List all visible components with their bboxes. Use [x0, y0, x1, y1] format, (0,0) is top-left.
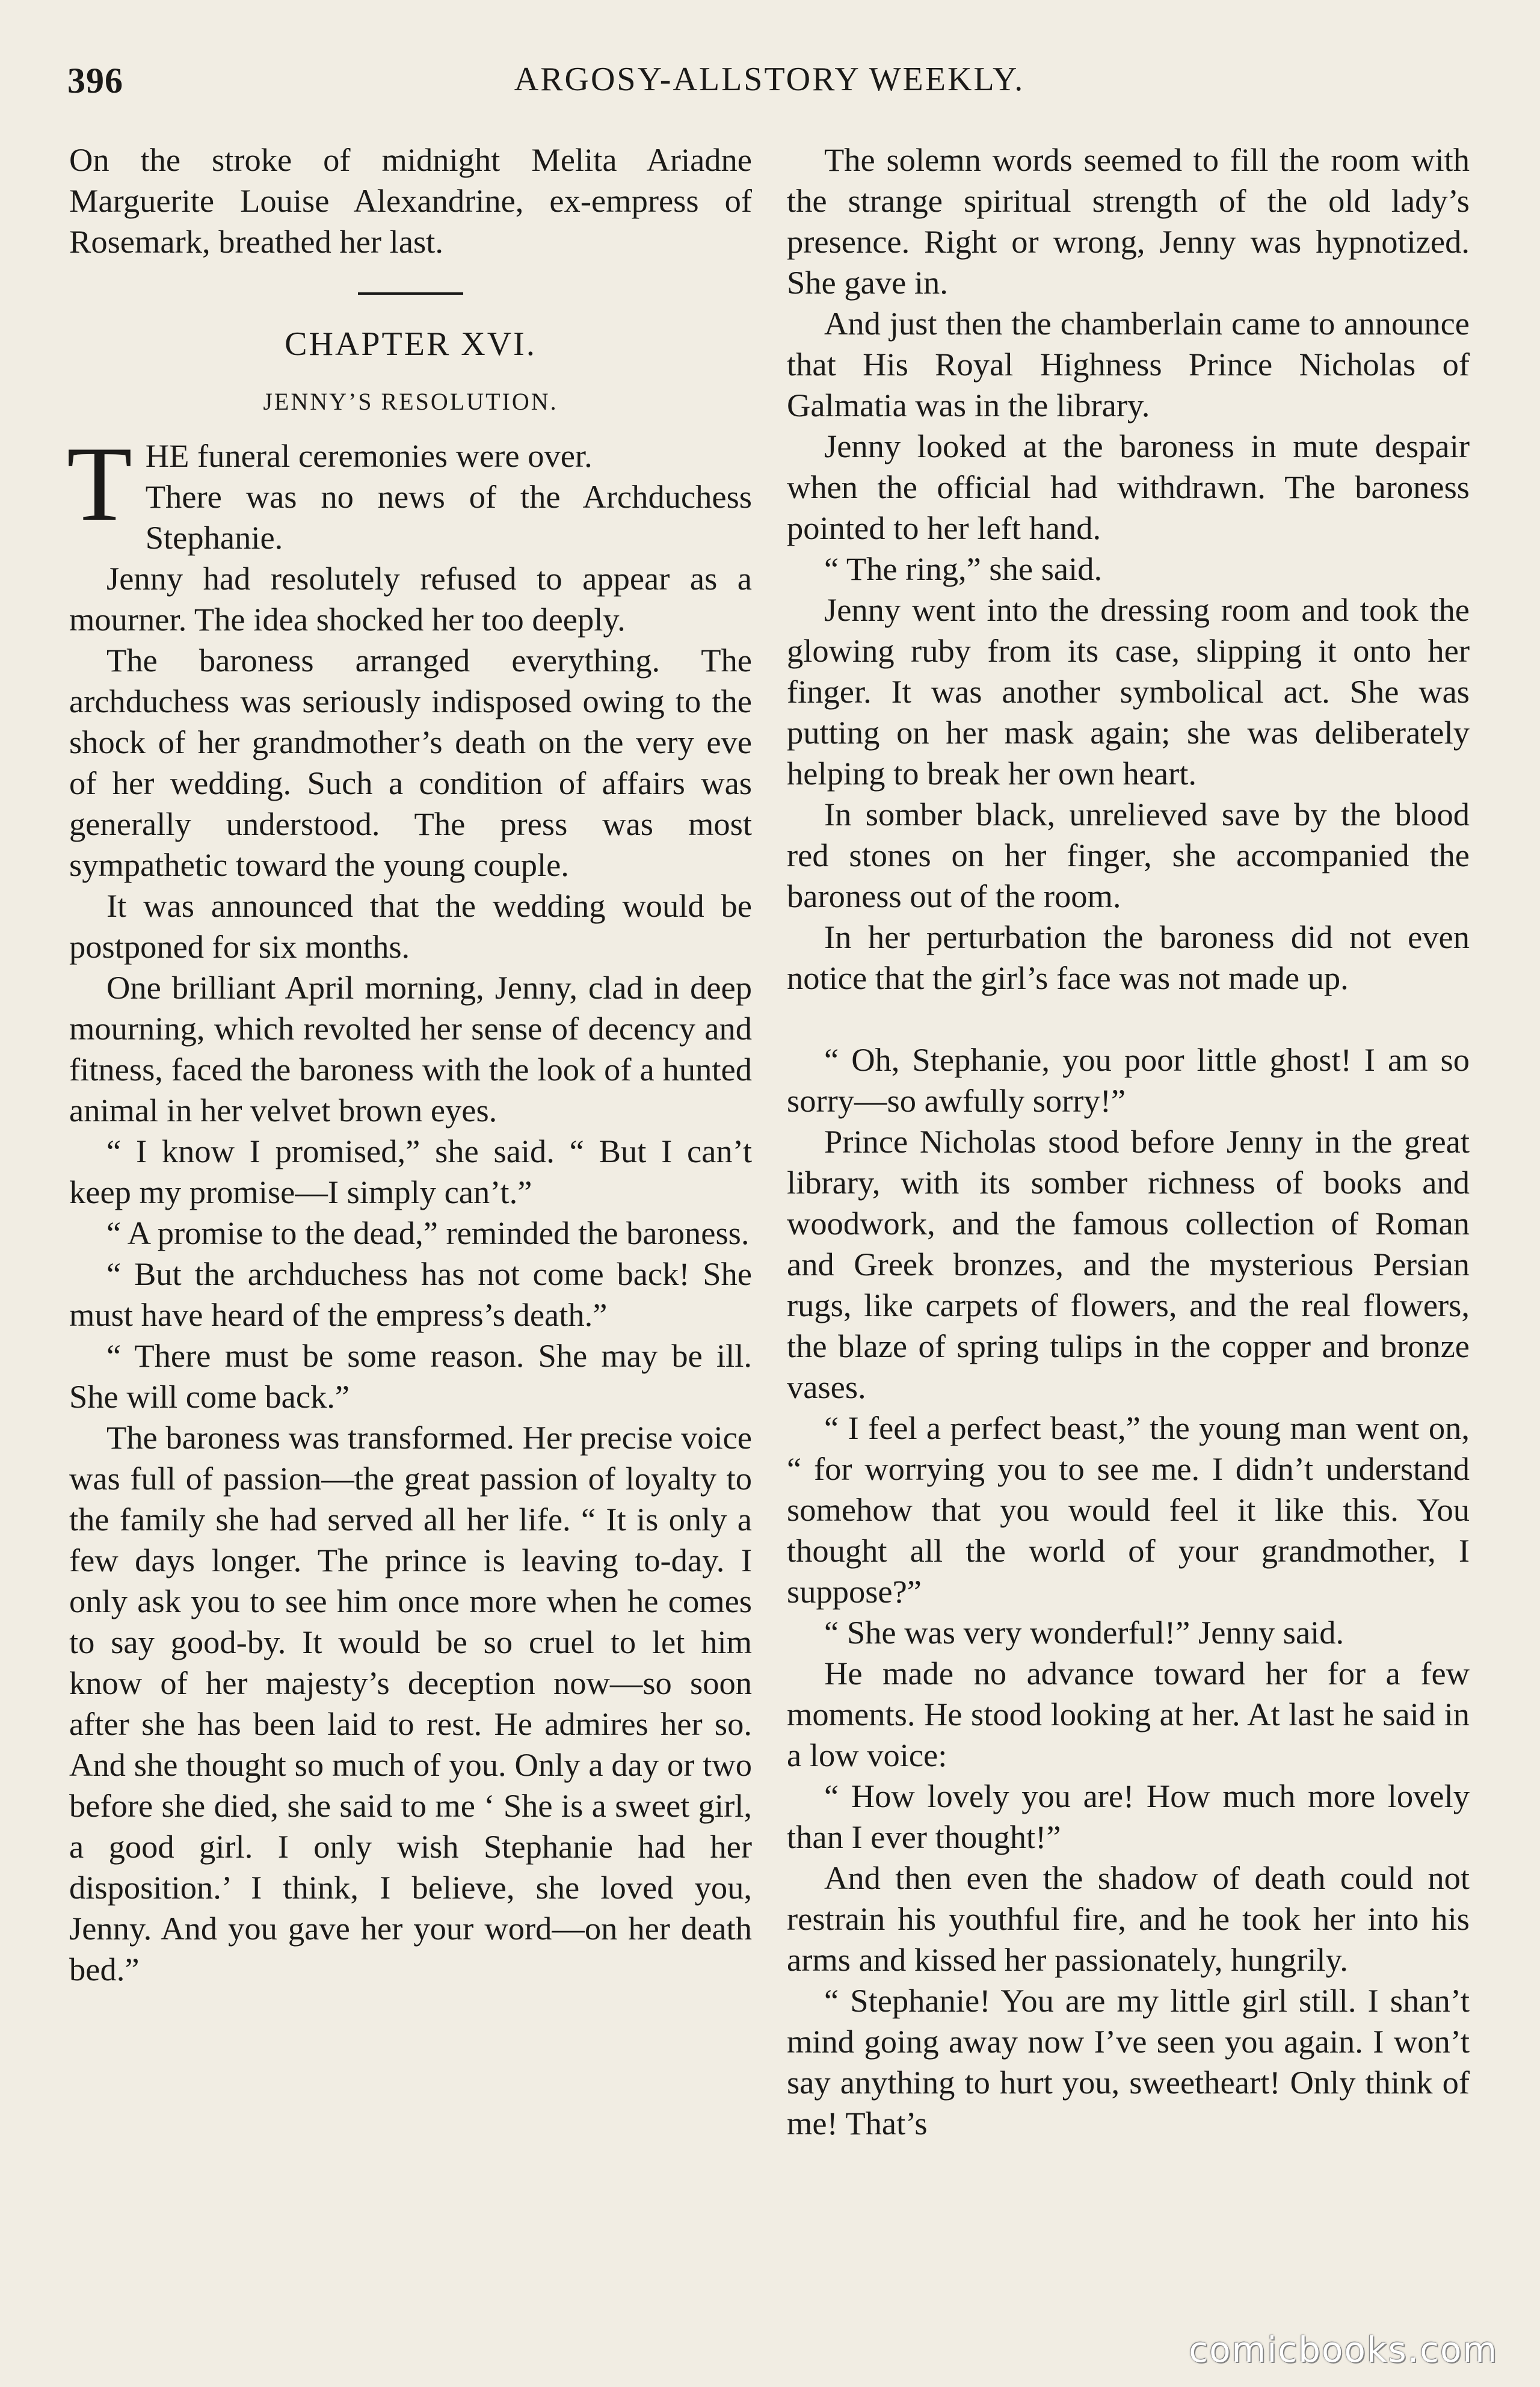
paragraph: The baroness arranged everything. The archduchess was seriously indisposed owing to the shock of her grandmother’s death on the very eve of her wedding. Such a condition of affairs was generally understood. The press was most sympathetic toward the young couple.	[69, 642, 752, 883]
paragraph: “ How lovely you are! How much more lovely than I ever thought!”	[787, 1778, 1470, 1855]
paragraph: “ The ring,” she said.	[824, 550, 1103, 587]
left-column	[69, 140, 752, 1990]
paragraph: Jenny looked at the baroness in mute despair when the official had withdrawn. The baroness pointed to her left hand.	[787, 428, 1470, 546]
paragraph: Jenny went into the dressing room and took the glowing ruby from its case, slipping it onto her finger. It was another symbolical act. She was putting on her mask again; she was deliberately helping to break her own heart.	[787, 591, 1470, 792]
right-column	[787, 140, 1470, 2144]
running-head	[67, 60, 1471, 114]
paragraph: In somber black, unrelieved save by the blood red stones on her finger, she accompanied the baroness out of the room.	[787, 796, 1470, 914]
paragraph: He made no advance toward her for a few moments. He stood looking at her. At last he said in a low voice:	[787, 1655, 1470, 1773]
chapter-opening	[67, 424, 752, 558]
chapter-subtitle: JENNY’S RESOLUTION.	[263, 388, 558, 415]
paragraph: In her perturbation the baroness did not even notice that the girl’s face was not made up.	[787, 919, 1470, 996]
paragraph: “ I know I promised,” she said. “ But I can’t keep my promise—I simply can’t.”	[69, 1133, 752, 1210]
paragraph: It was announced that the wedding would be postponed for six months.	[69, 887, 752, 965]
paragraph: “ There must be some reason. She may be ill. She will come back.”	[69, 1337, 752, 1415]
page-number: 396	[67, 61, 123, 100]
paragraph: “ Stephanie! You are my little girl still. I shan’t mind going away now I’ve seen you again. I won’t say anything to hurt you, sweetheart! Only think of me! That’s	[787, 1982, 1470, 2142]
paragraph: Jenny had resolutely refused to appear as a mourner. The idea shocked her too deeply.	[69, 560, 752, 638]
paragraph: “ She was very wonderful!” Jenny said.	[824, 1614, 1344, 1651]
paragraph: And then even the shadow of death could not restrain his youthful fire, and he took her into his arms and kissed her passionately, hungrily.	[787, 1859, 1470, 1978]
paragraph: “ I feel a perfect beast,” the young man went on, “ for worrying you to see me. I didn’t understand somehow that you would feel it like this. You thought all the world of your grandmother, I suppose?”	[787, 1409, 1470, 1610]
paragraph: “ A promise to the dead,” reminded the baroness.	[106, 1215, 750, 1251]
paragraph: Prince Nicholas stood before Jenny in the great library, with its somber richness of books and woodwork, and the famous collection of Roman and Greek bronzes, and the mysterious Persian rugs, like carpets of flowers, and the real flowers, the blaze of spring tulips in the copper and bronze vases.	[787, 1123, 1470, 1405]
scene-break	[787, 999, 1470, 1040]
paragraph: The baroness was transformed. Her precise voice was full of passion—the great passion of loyalty to the family she had served all her life. “ It is only a few days longer. The prince is leaving to-day. I only ask you to see him once more when he comes to say good-by. It would be so cruel to let him know of her majesty’s deception now—so soon after she has been laid to rest. He admires her so. And she thought so much of you. Only a day or two before she died, she said to me ‘ She is a sweet girl, a good girl. I only wish Stephanie had her disposition.’ I think, I believe, she loved you, Jenny. And you gave her your word—on her death bed.”	[69, 1419, 752, 1988]
opening-text: HE funeral ceremonies were over.	[145, 437, 593, 474]
intro-paragraph: On the stroke of midnight Melita Ariadne Marguerite Louise Alexandrine, ex-empress of Rosemark, breathed her last.	[69, 141, 752, 260]
paragraph: “ But the archduchess has not come back! She must have heard of the empress’s death.”	[69, 1255, 752, 1333]
paragraph: “ Oh, Stephanie, you poor little ghost! I am so sorry—so awfully sorry!”	[787, 1041, 1470, 1119]
watermark: comicbooks.com	[1189, 2329, 1498, 2370]
section-divider	[358, 292, 463, 295]
paragraph: The solemn words seemed to fill the room with the strange spiritual strength of the old lady’s presence. Right or wrong, Jenny was hypnotized. She gave in.	[787, 141, 1470, 301]
paragraph: There was no news of the Archduchess Stephanie.	[145, 478, 752, 556]
publication-title: ARGOSY-ALLSTORY WEEKLY.	[514, 61, 1025, 98]
paragraph: One brilliant April morning, Jenny, clad in deep mourning, which revolted her sense of decency and fitness, faced the baroness with the look of a hunted animal in her velvet brown eyes.	[69, 969, 752, 1129]
drop-cap: T	[67, 424, 132, 543]
chapter-heading: CHAPTER XVI.	[285, 325, 537, 363]
paragraph: And just then the chamberlain came to announce that His Royal Highness Prince Nicholas of Galmatia was in the library.	[787, 305, 1470, 424]
